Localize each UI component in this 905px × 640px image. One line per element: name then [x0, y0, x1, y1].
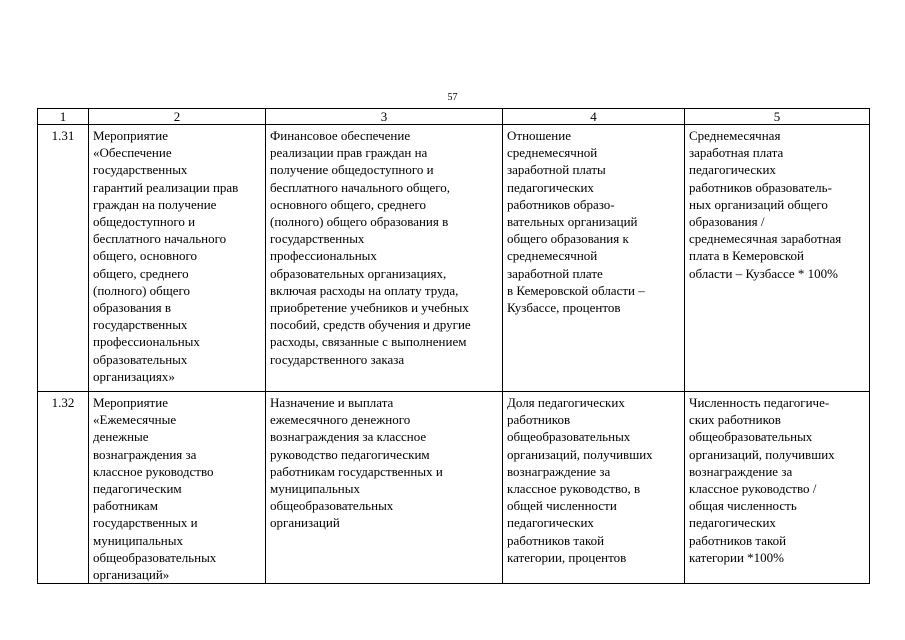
table-body: [38, 125, 870, 584]
event-description: Назначение и выплата ежемесячного денежного вознаграждения за классное руководство педагогическим работникам государственных и муниципальных общеобразовательных организаций: [266, 392, 503, 584]
column-header-2: 2: [89, 109, 266, 125]
measures-table: [37, 108, 870, 584]
table-header: [38, 109, 870, 125]
table-row: [38, 125, 870, 392]
table-row: [38, 392, 870, 584]
indicator-formula: Среднемесячная заработная плата педагогических работников образователь- ных организаций общего образования / среднемесячная заработная плата в Кемеровской области – Кузбассе * 100%: [685, 125, 870, 392]
indicator-name: Отношение среднемесячной заработной платы педагогических работников образо- вательных организаций общего образования к среднемесячной заработной плате в Кемеровской области – Кузбассе, процентов: [503, 125, 685, 392]
page-number: 57: [447, 92, 458, 103]
row-number: 1.31: [38, 125, 89, 392]
event-name: Мероприятие «Ежемесячные денежные вознаграждения за классное руководство педагогическим работникам государственных и муниципальных общеобразовательных организаций»: [89, 392, 266, 584]
column-header-4: 4: [503, 109, 685, 125]
column-header-5: 5: [685, 109, 870, 125]
indicator-name: Доля педагогических работников общеобразовательных организаций, получивших вознаграждение за классное руководство, в общей численности педагогических работников такой категории, процентов: [503, 392, 685, 584]
row-number: 1.32: [38, 392, 89, 584]
column-header-3: 3: [266, 109, 503, 125]
indicator-formula: Численность педагогиче- ских работников общеобразовательных организаций, получивших вознаграждение за классное руководство / общая численность педагогических работников такой категории *100%: [685, 392, 870, 584]
column-header-1: 1: [38, 109, 89, 125]
event-name: Мероприятие «Обеспечение государственных гарантий реализации прав граждан на получение общедоступного и бесплатного начального общего, основного общего, среднего (полного) общего образования в государственных профессиональных образовательных организациях»: [89, 125, 266, 392]
header-row: [38, 109, 870, 125]
event-description: Финансовое обеспечение реализации прав граждан на получение общедоступного и бесплатного начального общего, основного общего, среднего (полного) общего образования в государственных профессиональных образовательных организациях, включая расходы на оплату труда, приобретение учебников и учебных пособий, средств обучения и другие расходы, связанные с выполнением государственного заказа: [266, 125, 503, 392]
